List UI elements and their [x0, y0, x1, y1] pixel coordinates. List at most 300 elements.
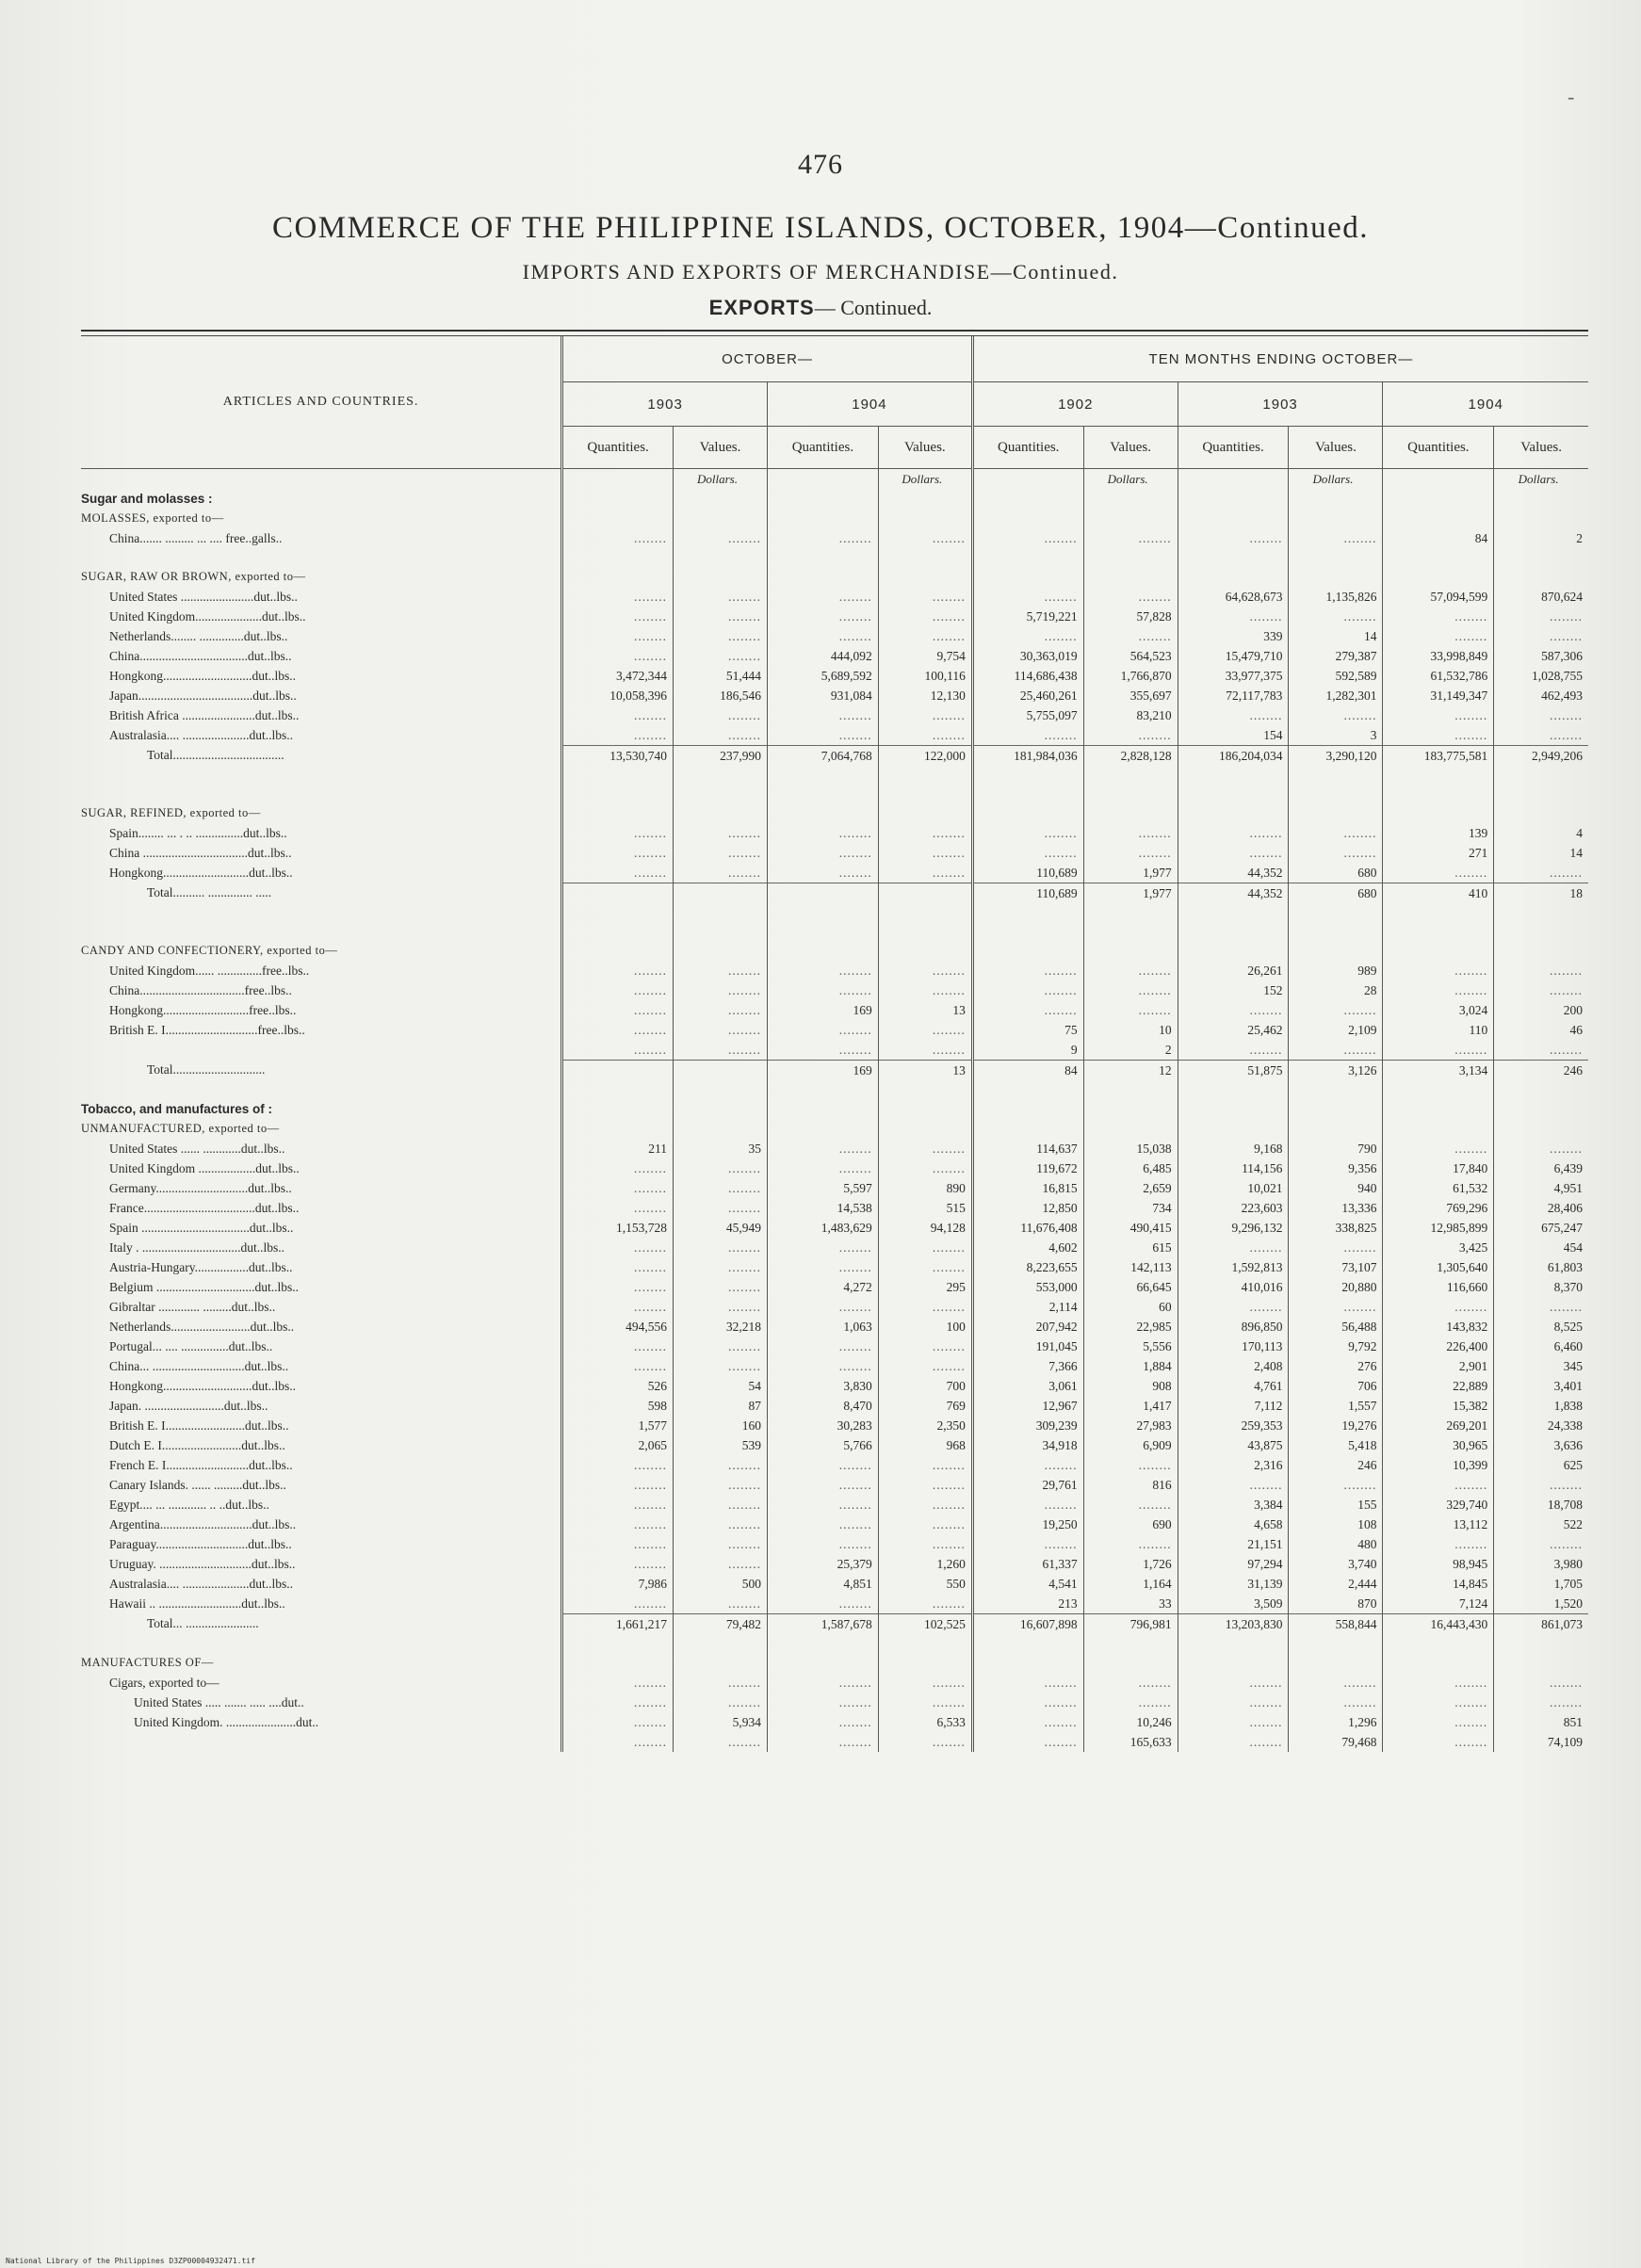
quantity-cell — [562, 1080, 674, 1099]
leader-dots: ........ — [1494, 1534, 1588, 1554]
quantity-cell: 3,134 — [1383, 1061, 1494, 1081]
quantity-cell — [972, 567, 1083, 587]
row-label: China... .............................dut..lbs.. — [109, 1358, 289, 1373]
value-cell: 4 — [1494, 823, 1588, 843]
leader-dots: ........ — [768, 528, 879, 548]
quantity-cell — [1383, 548, 1494, 567]
value-cell: 700 — [878, 1376, 972, 1396]
value-cell: 870 — [1289, 1594, 1383, 1614]
leader-dots: ........ — [1494, 1040, 1588, 1061]
leader-dots: ........ — [1494, 1693, 1588, 1712]
quantity-cell — [1383, 489, 1494, 509]
table-row — [81, 1475, 1588, 1495]
quantity-cell — [1383, 567, 1494, 587]
value-cell: 102,525 — [878, 1614, 972, 1635]
value-cell: 66,645 — [1083, 1277, 1178, 1297]
row-label: SUGAR, RAW OR BROWN, exported to— — [81, 570, 306, 583]
quantity-cell: 4,602 — [972, 1238, 1083, 1257]
value-cell — [1083, 1634, 1178, 1653]
leader-dots: ........ — [878, 1693, 972, 1712]
leader-dots: ........ — [1383, 626, 1494, 646]
leader-dots: ........ — [768, 1515, 879, 1534]
leader-dots: ........ — [878, 1673, 972, 1693]
leader-dots: ........ — [768, 961, 879, 980]
quantity-cell — [768, 1119, 879, 1139]
row-label: British E. I.............................free..lbs.. — [109, 1022, 305, 1037]
leader-dots: ........ — [878, 1238, 972, 1257]
leader-dots: ........ — [673, 863, 767, 883]
quantity-cell: 1,587,678 — [768, 1614, 879, 1635]
value-cell: 587,306 — [1494, 646, 1588, 666]
quantity-cell: 4,541 — [972, 1574, 1083, 1594]
value-cell: 989 — [1289, 961, 1383, 980]
leader-dots: ........ — [1289, 1475, 1383, 1495]
value-cell — [1494, 941, 1588, 961]
value-cell — [878, 903, 972, 922]
row-label: Hongkong............................dut..lbs.. — [109, 668, 297, 683]
value-cell: 5,418 — [1289, 1435, 1383, 1455]
quantity-cell — [972, 903, 1083, 922]
value-cell — [1289, 567, 1383, 587]
leader-dots: ........ — [1178, 1732, 1289, 1752]
leader-dots: ........ — [1083, 843, 1178, 863]
quantity-cell: 14,538 — [768, 1198, 879, 1218]
table-row — [81, 1158, 1588, 1178]
table-row — [81, 1218, 1588, 1238]
header-year-ten-1903: 1903 — [1178, 382, 1383, 427]
value-cell: 522 — [1494, 1515, 1588, 1534]
value-cell — [1494, 1634, 1588, 1653]
value-cell: 564,523 — [1083, 646, 1178, 666]
table-row — [81, 1396, 1588, 1416]
value-cell: 675,247 — [1494, 1218, 1588, 1238]
value-cell: 1,520 — [1494, 1594, 1588, 1614]
leader-dots: ........ — [768, 1257, 879, 1277]
leader-dots: ........ — [1383, 980, 1494, 1000]
leader-dots: ........ — [673, 1336, 767, 1356]
row-label: Spain ..................................dut..lbs.. — [109, 1220, 294, 1235]
header-quantities: Quantities. — [1383, 427, 1494, 469]
table-row — [81, 1376, 1588, 1396]
quantity-cell — [1178, 509, 1289, 528]
quantity-cell: 4,761 — [1178, 1376, 1289, 1396]
quantity-cell: 207,942 — [972, 1317, 1083, 1336]
leader-dots: ........ — [1178, 1238, 1289, 1257]
leader-dots: ........ — [562, 1554, 674, 1574]
quantity-cell: 51,875 — [1178, 1061, 1289, 1081]
row-label: United Kingdom ..................dut..lbs.. — [109, 1160, 300, 1175]
quantity-cell: 8,223,655 — [972, 1257, 1083, 1277]
leader-dots: ........ — [768, 1297, 879, 1317]
header-values: Values. — [1083, 427, 1178, 469]
row-label: Total... ....................... — [147, 1616, 259, 1631]
header-ten-months: TEN MONTHS ENDING OCTOBER— — [972, 336, 1588, 382]
leader-dots: ........ — [562, 1238, 674, 1257]
value-cell: 1,135,826 — [1289, 587, 1383, 607]
value-cell — [673, 883, 767, 904]
value-cell — [1289, 903, 1383, 922]
quantity-cell — [562, 509, 674, 528]
value-cell: 45,949 — [673, 1218, 767, 1238]
leader-dots: ........ — [1383, 1040, 1494, 1061]
header-quantities: Quantities. — [972, 427, 1083, 469]
header-articles: ARTICLES AND COUNTRIES. — [81, 336, 562, 469]
value-cell — [673, 922, 767, 941]
value-cell: 6,439 — [1494, 1158, 1588, 1178]
leader-dots: ........ — [768, 1020, 879, 1040]
value-cell: 338,825 — [1289, 1218, 1383, 1238]
leader-dots: ........ — [562, 587, 674, 607]
quantity-cell: 1,153,728 — [562, 1218, 674, 1238]
table-row — [81, 1515, 1588, 1534]
row-label — [81, 785, 562, 803]
leader-dots: ........ — [562, 863, 674, 883]
leader-dots: ........ — [562, 1594, 674, 1614]
value-cell: 615 — [1083, 1238, 1178, 1257]
value-cell — [1494, 922, 1588, 941]
quantity-cell — [1178, 803, 1289, 823]
table-row — [81, 863, 1588, 883]
row-label: MANUFACTURES OF— — [81, 1656, 214, 1669]
row-label: Italy . ...............................dut..lbs.. — [109, 1239, 284, 1255]
value-cell: 2 — [1494, 528, 1588, 548]
value-cell — [1494, 766, 1588, 785]
unit-blank — [768, 469, 879, 490]
leader-dots: ........ — [673, 1158, 767, 1178]
header-year-ten-1904: 1904 — [1383, 382, 1588, 427]
table-row — [81, 1594, 1588, 1614]
quantity-cell: 2,114 — [972, 1297, 1083, 1317]
table-top-rule — [81, 330, 1588, 332]
leader-dots: ........ — [1083, 725, 1178, 746]
row-label: China....... ......... ... .... free..galls.. — [109, 530, 283, 545]
quantity-cell: 3,509 — [1178, 1594, 1289, 1614]
leader-dots: ........ — [562, 1336, 674, 1356]
quantity-cell: 26,261 — [1178, 961, 1289, 980]
quantity-cell: 223,603 — [1178, 1198, 1289, 1218]
value-cell: 9,754 — [878, 646, 972, 666]
value-cell: 57,828 — [1083, 607, 1178, 626]
header-year-oct-1904: 1904 — [768, 382, 973, 427]
quantity-cell — [972, 766, 1083, 785]
leader-dots: ........ — [673, 1297, 767, 1317]
leader-dots: ........ — [673, 1594, 767, 1614]
value-cell: 46 — [1494, 1020, 1588, 1040]
leader-dots: ........ — [562, 1000, 674, 1020]
quantity-cell: 1,483,629 — [768, 1218, 879, 1238]
value-cell — [1289, 922, 1383, 941]
leader-dots: ........ — [673, 1495, 767, 1515]
leader-dots: ........ — [768, 1139, 879, 1158]
quantity-cell: 33,977,375 — [1178, 666, 1289, 686]
leader-dots: ........ — [673, 1673, 767, 1693]
leader-dots: ........ — [562, 1040, 674, 1061]
leader-dots: ........ — [1494, 961, 1588, 980]
value-cell: 734 — [1083, 1198, 1178, 1218]
value-cell: 796,981 — [1083, 1614, 1178, 1635]
table-row — [81, 1198, 1588, 1218]
leader-dots: ........ — [673, 980, 767, 1000]
row-label: Sugar and molasses : — [81, 492, 213, 506]
header-october: OCTOBER— — [562, 336, 973, 382]
leader-dots: ........ — [878, 980, 972, 1000]
value-cell — [673, 903, 767, 922]
leader-dots: ........ — [878, 528, 972, 548]
leader-dots: ........ — [673, 1178, 767, 1198]
leader-dots: ........ — [878, 626, 972, 646]
value-cell: 160 — [673, 1416, 767, 1435]
quantity-cell: 31,149,347 — [1383, 686, 1494, 705]
quantity-cell — [562, 766, 674, 785]
quantity-cell: 931,084 — [768, 686, 879, 705]
value-cell: 490,415 — [1083, 1218, 1178, 1238]
value-cell — [673, 1119, 767, 1139]
leader-dots: ........ — [768, 1534, 879, 1554]
row-label: Germany.............................dut..lbs.. — [109, 1180, 292, 1195]
table-row — [81, 980, 1588, 1000]
leader-dots: ........ — [1083, 587, 1178, 607]
value-cell — [1083, 548, 1178, 567]
value-cell: 14 — [1494, 843, 1588, 863]
quantity-cell: 769,296 — [1383, 1198, 1494, 1218]
leader-dots: ........ — [673, 528, 767, 548]
spacer-row — [81, 766, 1588, 785]
quantity-cell: 44,352 — [1178, 863, 1289, 883]
quantity-cell — [972, 941, 1083, 961]
value-cell: 515 — [878, 1198, 972, 1218]
quantity-cell: 61,532,786 — [1383, 666, 1494, 686]
leader-dots: ........ — [768, 1693, 879, 1712]
leader-dots: ........ — [972, 1455, 1083, 1475]
quantity-cell — [768, 548, 879, 567]
leader-dots: ........ — [972, 1693, 1083, 1712]
value-cell: 13 — [878, 1061, 972, 1081]
table-row — [81, 1416, 1588, 1435]
table-row — [81, 1574, 1588, 1594]
value-cell: 1,977 — [1083, 863, 1178, 883]
row-label: United States ..... ....... ..... ....dut.. — [134, 1694, 304, 1709]
leader-dots: ........ — [562, 823, 674, 843]
section-title — [0, 296, 1641, 320]
quantity-cell — [972, 489, 1083, 509]
value-cell: 2,659 — [1083, 1178, 1178, 1198]
quantity-cell — [1178, 489, 1289, 509]
value-cell: 60 — [1083, 1297, 1178, 1317]
value-cell — [1289, 803, 1383, 823]
unit-dollars: Dollars. — [1083, 469, 1178, 490]
leader-dots: ........ — [768, 1594, 879, 1614]
value-cell — [878, 509, 972, 528]
value-cell — [878, 883, 972, 904]
table-row — [81, 1693, 1588, 1712]
value-cell: 4,951 — [1494, 1178, 1588, 1198]
table-row — [81, 1317, 1588, 1336]
leader-dots: ........ — [972, 1000, 1083, 1020]
leader-dots: ........ — [972, 843, 1083, 863]
leader-dots: ........ — [768, 980, 879, 1000]
value-cell — [1289, 489, 1383, 509]
table-row — [81, 509, 1588, 528]
value-cell: 15,038 — [1083, 1139, 1178, 1158]
value-cell — [1083, 509, 1178, 528]
leader-dots: ........ — [1083, 1000, 1178, 1020]
quantity-cell: 33,998,849 — [1383, 646, 1494, 666]
quantity-cell: 43,875 — [1178, 1435, 1289, 1455]
value-cell — [1494, 803, 1588, 823]
table-row — [81, 686, 1588, 705]
leader-dots: ........ — [562, 705, 674, 725]
quantity-cell: 3,425 — [1383, 1238, 1494, 1257]
row-label: British Africa .......................dut..lbs.. — [109, 707, 300, 722]
quantity-cell — [1383, 903, 1494, 922]
leader-dots: ........ — [673, 1356, 767, 1376]
leader-dots: ........ — [1083, 980, 1178, 1000]
value-cell — [1083, 785, 1178, 803]
value-cell: 165,633 — [1083, 1732, 1178, 1752]
value-cell: 1,838 — [1494, 1396, 1588, 1416]
quantity-cell: 329,740 — [1383, 1495, 1494, 1515]
quantity-cell: 110,689 — [972, 883, 1083, 904]
leader-dots: ........ — [562, 1712, 674, 1732]
table-row — [81, 705, 1588, 725]
header-quantities: Quantities. — [768, 427, 879, 469]
value-cell: 592,589 — [1289, 666, 1383, 686]
table-row — [81, 607, 1588, 626]
quantity-cell: 14,845 — [1383, 1574, 1494, 1594]
leader-dots: ........ — [1289, 843, 1383, 863]
value-cell: 61,803 — [1494, 1257, 1588, 1277]
leader-dots: ........ — [1494, 863, 1588, 883]
leader-dots: ........ — [673, 1534, 767, 1554]
leader-dots: ........ — [972, 980, 1083, 1000]
leader-dots: ........ — [562, 1673, 674, 1693]
quantity-cell: 8,470 — [768, 1396, 879, 1416]
leader-dots: ........ — [972, 626, 1083, 646]
row-label: CANDY AND CONFECTIONERY, exported to— — [81, 944, 338, 957]
value-cell: 2,109 — [1289, 1020, 1383, 1040]
row-label: China.................................free..lbs.. — [109, 982, 292, 997]
quantity-cell: 339 — [1178, 626, 1289, 646]
quantity-cell — [562, 922, 674, 941]
quantity-cell: 213 — [972, 1594, 1083, 1614]
leader-dots: ........ — [1383, 863, 1494, 883]
leader-dots: ........ — [1083, 1693, 1178, 1712]
value-cell — [878, 567, 972, 587]
value-cell: 27,983 — [1083, 1416, 1178, 1435]
quantity-cell: 44,352 — [1178, 883, 1289, 904]
quantity-cell: 116,660 — [1383, 1277, 1494, 1297]
value-cell: 851 — [1494, 1712, 1588, 1732]
quantity-cell: 17,840 — [1383, 1158, 1494, 1178]
quantity-cell: 13,112 — [1383, 1515, 1494, 1534]
leader-dots: ........ — [878, 823, 972, 843]
leader-dots: ........ — [562, 646, 674, 666]
quantity-cell: 57,094,599 — [1383, 587, 1494, 607]
archive-footer: National Library of the Philippines D3ZP00004932471.tif — [6, 2257, 255, 2265]
leader-dots: ........ — [768, 607, 879, 626]
value-cell: 155 — [1289, 1495, 1383, 1515]
leader-dots: ........ — [1289, 1693, 1383, 1712]
table-row — [81, 1119, 1588, 1139]
value-cell — [1494, 489, 1588, 509]
value-cell — [878, 1653, 972, 1673]
quantity-cell: 30,965 — [1383, 1435, 1494, 1455]
value-cell: 12,130 — [878, 686, 972, 705]
quantity-cell — [1383, 509, 1494, 528]
leader-dots: ........ — [1289, 1238, 1383, 1257]
header-values: Values. — [673, 427, 767, 469]
quantity-cell: 2,316 — [1178, 1455, 1289, 1475]
quantity-cell — [972, 1119, 1083, 1139]
value-cell: 1,260 — [878, 1554, 972, 1574]
leader-dots: ........ — [562, 1475, 674, 1495]
quantity-cell: 1,305,640 — [1383, 1257, 1494, 1277]
quantity-cell: 410,016 — [1178, 1277, 1289, 1297]
quantity-cell: 169 — [768, 1061, 879, 1081]
section-title-bold: EXPORTS — [708, 296, 815, 319]
value-cell — [1289, 1119, 1383, 1139]
value-cell — [673, 803, 767, 823]
quantity-cell — [768, 1634, 879, 1653]
value-cell: 6,533 — [878, 1712, 972, 1732]
leader-dots: ........ — [1383, 1673, 1494, 1693]
quantity-cell: 5,597 — [768, 1178, 879, 1198]
quantity-cell: 25,460,261 — [972, 686, 1083, 705]
row-label: SUGAR, REFINED, exported to— — [81, 806, 261, 819]
table-row — [81, 1040, 1588, 1061]
value-cell: 24,338 — [1494, 1416, 1588, 1435]
value-cell: 480 — [1289, 1534, 1383, 1554]
quantity-cell: 31,139 — [1178, 1574, 1289, 1594]
leader-dots: ........ — [562, 1297, 674, 1317]
value-cell: 680 — [1289, 863, 1383, 883]
quantity-cell — [1383, 1080, 1494, 1099]
leader-dots: ........ — [1178, 1712, 1289, 1732]
leader-dots: ........ — [768, 1673, 879, 1693]
quantity-cell: 169 — [768, 1000, 879, 1020]
row-label: Austria-Hungary.................dut..lbs.. — [109, 1259, 293, 1274]
value-cell — [1289, 509, 1383, 528]
value-cell: 18,708 — [1494, 1495, 1588, 1515]
leader-dots: ........ — [673, 1257, 767, 1277]
quantity-cell: 271 — [1383, 843, 1494, 863]
quantity-cell: 61,337 — [972, 1554, 1083, 1574]
leader-dots: ........ — [768, 863, 879, 883]
quantity-cell: 7,366 — [972, 1356, 1083, 1376]
row-label: French E. I..........................dut..lbs.. — [109, 1457, 293, 1472]
leader-dots: ........ — [562, 626, 674, 646]
quantity-cell: 5,719,221 — [972, 607, 1083, 626]
header-values: Values. — [878, 427, 972, 469]
quantity-cell: 183,775,581 — [1383, 746, 1494, 767]
quantity-cell: 15,479,710 — [1178, 646, 1289, 666]
table-row — [81, 626, 1588, 646]
leader-dots: ........ — [768, 1495, 879, 1515]
quantity-cell: 896,850 — [1178, 1317, 1289, 1336]
value-cell — [1083, 1653, 1178, 1673]
leader-dots: ........ — [673, 646, 767, 666]
table-row — [81, 1000, 1588, 1020]
value-cell — [878, 1099, 972, 1119]
quantity-cell — [768, 941, 879, 961]
row-label: Belgium ...............................dut..lbs.. — [109, 1279, 300, 1294]
leader-dots: ........ — [673, 1455, 767, 1475]
leader-dots: ........ — [1494, 705, 1588, 725]
leader-dots: ........ — [673, 725, 767, 746]
value-cell: 816 — [1083, 1475, 1178, 1495]
row-label: Total................................... — [147, 748, 284, 763]
row-label — [81, 1040, 562, 1061]
